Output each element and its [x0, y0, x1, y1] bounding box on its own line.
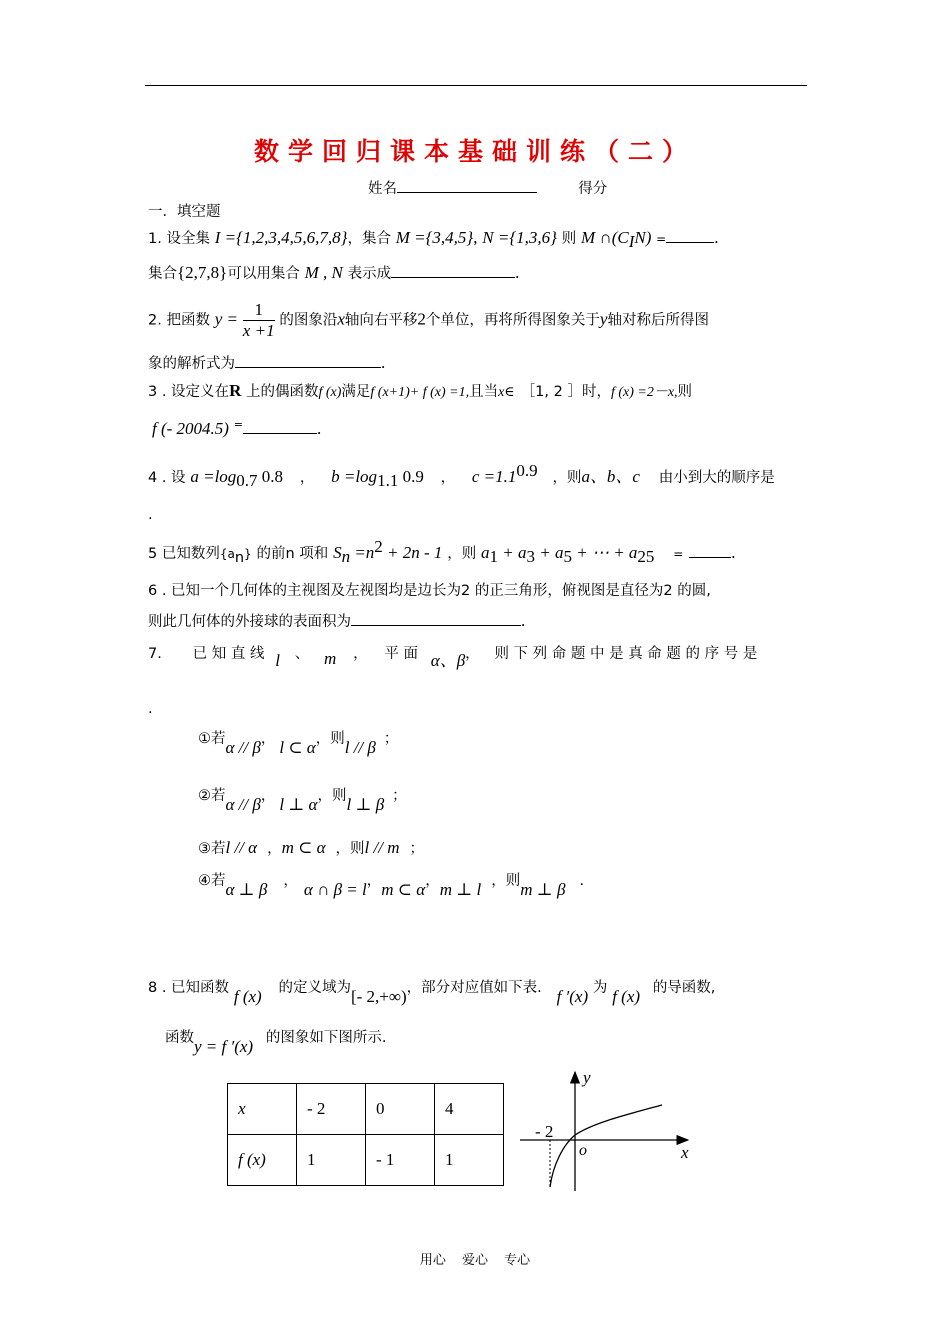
answer-blank — [351, 611, 521, 626]
value-table — [227, 1083, 504, 1186]
section-heading: 一．填空题 — [148, 204, 221, 220]
function-curve — [550, 1105, 662, 1187]
origin-label: o — [579, 1142, 587, 1159]
question-7-line-1: 7. 已 知 直 线 l 、 m ， 平 面 α、β， 则 下 列 命 题 中 是 真 命 题 的 序 号 是 — [148, 646, 758, 670]
name-blank — [397, 178, 537, 193]
question-4-line-2: . — [148, 507, 153, 523]
question-6-line-2: 则此几何体的外接球的表面积为 . — [148, 611, 526, 630]
page-title: 数学回归课本基础训练（二） — [253, 137, 696, 166]
question-2-line-2: 象的解析式为 . — [148, 353, 386, 372]
question-7-dot: . — [148, 701, 153, 717]
question-3-line-1: 3 . 设定义在R 上的偶函数f (x)满足f (x+1)+ f (x) =1,且当x∈ ［1, 2 ］时，f (x) =2－x,则 — [148, 381, 693, 400]
name-label: 姓名 — [368, 181, 397, 197]
answer-blank — [235, 353, 381, 368]
answer-blank — [689, 543, 731, 558]
proposition-3: ③若l // α ，m ⊂ α ，则l // m ； — [198, 838, 424, 857]
fraction: $\frac{1}{x +1}$ — [242, 300, 275, 340]
page-footer: 用心 爱心 专心 — [419, 1253, 531, 1268]
answer-blank — [391, 263, 515, 278]
question-4-line-1: 4 . 设 $a =\log_{0.7}$ 0.8 ， $b =\log_{1.1}$ 0.9 ， $c =1.1^{0.9}$ ，则a、b、c 由小到大的顺序是 — [148, 461, 775, 490]
proposition-2: ②若α // β， l ⊥ α，则l ⊥ β ； — [198, 788, 407, 814]
question-2-line-1: 2. 把函数 y = $\frac{1}{x +1}$ 的图象沿x轴向右平移2个单位，再将所得图象关于y轴对称后所得图 — [148, 300, 709, 340]
question-1-line-2: 集合{2,7,8}可以用集合 M , N 表示成 . — [148, 263, 520, 282]
header-rule — [145, 85, 807, 86]
question-8-line-1: 8 . 已知函数 f (x) 的定义域为[- 2,+∞)，部分对应值如下表. f ′(x) 为 f (x) 的导函数, — [148, 980, 716, 1006]
answer-blank — [243, 419, 317, 434]
table-row: f (x) 1 - 1 1 — [228, 1135, 504, 1186]
name-score-line — [368, 178, 607, 199]
tick-label: - 2 — [535, 1122, 554, 1141]
question-3-line-2: f (- 2004.5) = . — [152, 418, 322, 438]
question-1-line-1: 1. 设全集 I ={1,2,3,4,5,6,7,8}，集合 M ={3,4,5}, N ={1,3,6} 则 M $\cap(C_IN)$ = . — [148, 228, 719, 251]
score-label: 得分 — [578, 181, 608, 197]
question-6-line-1: 6 . 已知一个几何体的主视图及左视图均是边长为2 的正三角形，俯视图是直径为2 的圆, — [148, 583, 711, 599]
question-5: 5 已知数列$\{a_n\}$ 的前n 项和 $S_n =n^2 + 2n - 1$ ，则 $a_1 + a_3 + a_5$ + ⋯ + $a_{25}$ = . — [148, 537, 736, 566]
table-row: x - 2 0 4 — [228, 1084, 504, 1135]
y-axis-label: y — [583, 1068, 591, 1087]
proposition-4: ④若α ⊥ β ， α ∩ β = l，m ⊂ α，m ⊥ l ，则m ⊥ β . — [198, 873, 585, 899]
x-axis-label: x — [681, 1143, 689, 1162]
derivative-graph — [515, 1065, 705, 1195]
answer-blank — [666, 228, 714, 243]
question-8-line-2: 函数y = f ′(x) 的图象如下图所示. — [165, 1030, 387, 1056]
proposition-1: ①若α // β， l ⊂ α，则l // β ； — [198, 731, 399, 757]
